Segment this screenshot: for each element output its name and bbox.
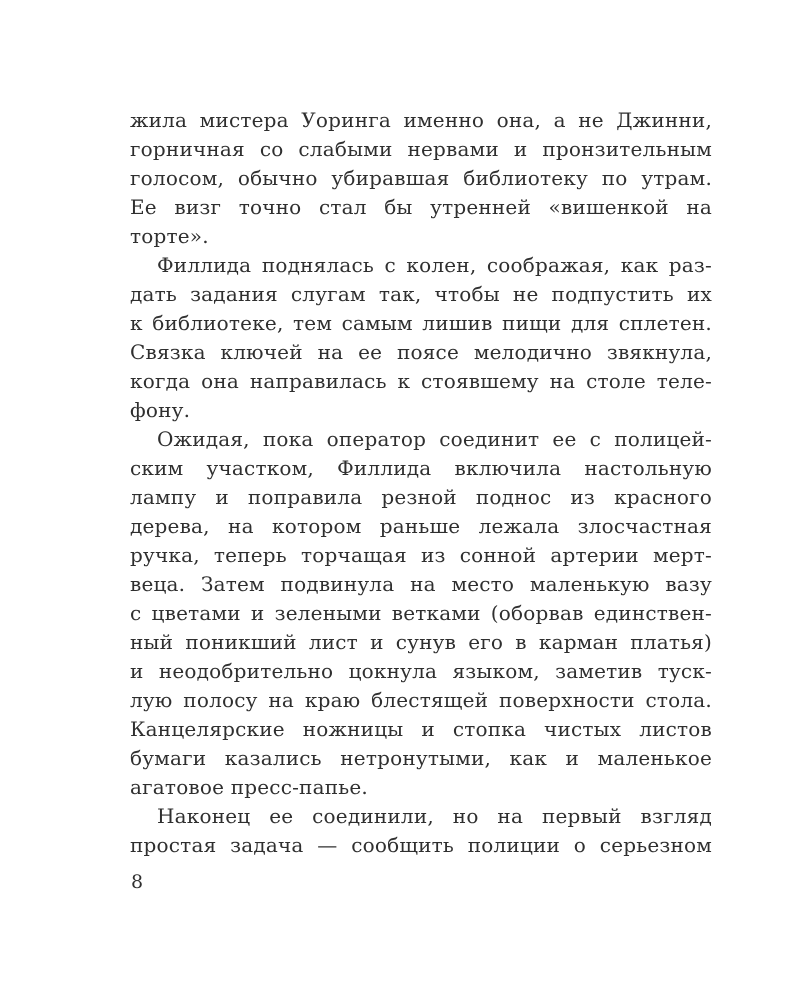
text-line: жила мистера Уоринга именно она, а не Джинни, <box>130 108 712 132</box>
text-line: и неодобрительно цокнула языком, заметив туск- <box>130 659 712 683</box>
text-line: простая задача — сообщить полиции о серьезном <box>130 833 712 857</box>
text-line: веца. Затем подвинула на место маленькую вазу <box>130 572 712 596</box>
text-line: агатовое пресс-папье. <box>130 775 368 799</box>
text-line: торте». <box>130 224 209 248</box>
text-line: Ожидая, пока оператор соединит ее с полицей- <box>157 427 712 451</box>
text-line: Филлида поднялась с колен, соображая, как раз- <box>157 253 712 277</box>
text-line: горничная со слабыми нервами и пронзительным <box>130 137 712 161</box>
text-line: лампу и поправила резной поднос из красного <box>130 485 712 509</box>
text-line: голосом, обычно убиравшая библиотеку по утрам. <box>130 166 712 190</box>
text-line: фону. <box>130 398 191 422</box>
text-line: с цветами и зелеными ветками (оборвав единствен- <box>130 601 712 625</box>
text-line: дерева, на котором раньше лежала злосчастная <box>130 514 712 538</box>
text-line: Ее визг точно стал бы утренней «вишенкой на <box>130 195 712 219</box>
text-line: лую полосу на краю блестящей поверхности стола. <box>130 688 712 712</box>
text-line: ный поникший лист и сунув его в карман платья) <box>130 630 712 654</box>
text-block <box>130 106 712 860</box>
text-line: Наконец ее соединили, но на первый взгляд <box>157 804 712 828</box>
text-line: ским участком, Филлида включила настольную <box>130 456 712 480</box>
text-line: к библиотеке, тем самым лишив пищи для сплетен. <box>130 311 712 335</box>
page-number: 8 <box>131 871 144 893</box>
text-line: бумаги казались нетронутыми, как и маленькое <box>130 746 712 770</box>
text-line: Связка ключей на ее поясе мелодично звякнула, <box>130 340 712 364</box>
text-line: когда она направилась к стоявшему на столе теле- <box>130 369 712 393</box>
text-line: дать задания слугам так, чтобы не подпустить их <box>130 282 712 306</box>
text-line: ручка, теперь торчащая из сонной артерии мерт- <box>130 543 712 567</box>
text-line: Канцелярские ножницы и стопка чистых листов <box>130 717 712 741</box>
